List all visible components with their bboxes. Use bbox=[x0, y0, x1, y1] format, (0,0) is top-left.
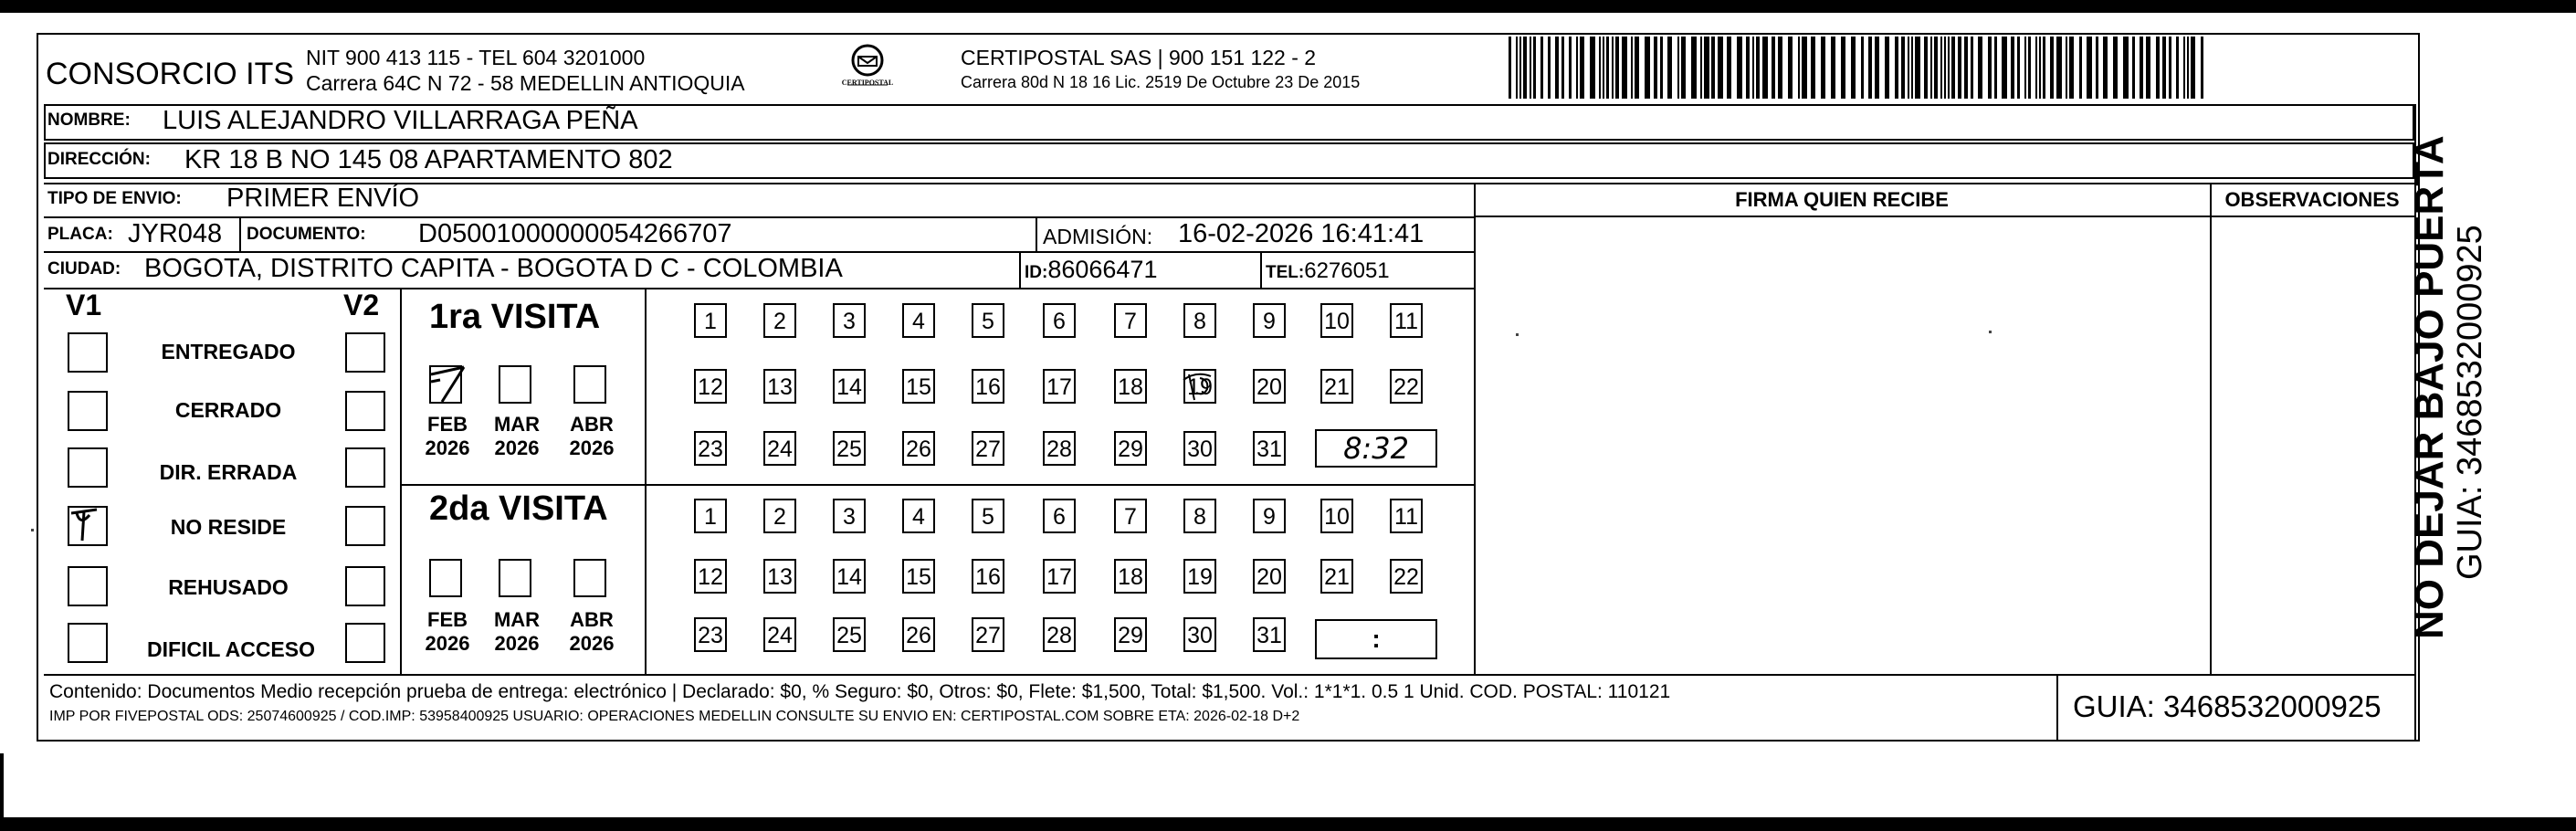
barcode-bar bbox=[1940, 37, 1942, 99]
v1-day-18[interactable]: 18 bbox=[1114, 369, 1147, 404]
id-divider bbox=[1019, 253, 1021, 288]
v1-day-23[interactable]: 23 bbox=[694, 431, 727, 466]
barcode-bar bbox=[1868, 37, 1872, 99]
v2-dificil-acceso-checkbox[interactable] bbox=[345, 623, 385, 663]
carrier-name: CERTIPOSTAL SAS | 900 151 122 - 2 bbox=[961, 46, 1317, 69]
barcode-bar bbox=[1762, 37, 1768, 99]
barcode-bar bbox=[1711, 37, 1715, 99]
option-entregado: ENTREGADO bbox=[161, 340, 296, 363]
v2-day-24[interactable]: 24 bbox=[763, 617, 796, 652]
barcode-bar bbox=[1700, 37, 1702, 99]
barcode-bar bbox=[1746, 37, 1750, 99]
v1-day-13[interactable]: 13 bbox=[763, 369, 796, 404]
admision-label: ADMISIÓN: bbox=[1043, 225, 1153, 248]
v1-day-8[interactable]: 8 bbox=[1183, 303, 1216, 338]
barcode-bar bbox=[2002, 37, 2007, 99]
barcode-bar bbox=[2162, 37, 2166, 99]
v1-day-4[interactable]: 4 bbox=[902, 303, 935, 338]
barcode-bar bbox=[2024, 37, 2026, 99]
barcode-bar bbox=[2183, 37, 2185, 99]
barcode-bar bbox=[2035, 37, 2037, 99]
barcode-bar bbox=[1895, 37, 1898, 99]
barcode-bar bbox=[2103, 37, 2108, 99]
v2-day-30[interactable]: 30 bbox=[1183, 617, 1216, 652]
handwritten-check-icon bbox=[427, 362, 468, 405]
barcode-bar bbox=[2176, 37, 2179, 99]
placa-label: PLACA: bbox=[47, 225, 113, 244]
v1-feb-checkbox[interactable] bbox=[429, 365, 462, 404]
v2-day-7[interactable]: 7 bbox=[1114, 499, 1147, 533]
v1-day-21[interactable]: 21 bbox=[1320, 369, 1353, 404]
visits-separator bbox=[402, 484, 1476, 486]
barcode-bar bbox=[1756, 37, 1760, 99]
barcode-bar bbox=[1964, 37, 1968, 99]
top-border bbox=[0, 0, 2576, 13]
firma-header: FIRMA QUIEN RECIBE bbox=[1735, 188, 1949, 211]
company-name: CONSORCIO ITS bbox=[46, 57, 295, 91]
barcode-bar bbox=[1603, 37, 1604, 99]
v1-day-27[interactable]: 27 bbox=[972, 431, 1004, 466]
v1-day-26[interactable]: 26 bbox=[902, 431, 935, 466]
tipo-label: TIPO DE ENVIO: bbox=[47, 189, 182, 208]
v1-abr-checkbox[interactable] bbox=[573, 365, 606, 404]
v2-day-8[interactable]: 8 bbox=[1183, 499, 1216, 533]
barcode-bar bbox=[1667, 37, 1672, 99]
placa-row-top bbox=[44, 216, 1476, 218]
v2-abr-label: ABR 2026 bbox=[569, 608, 615, 655]
v2-day-13[interactable]: 13 bbox=[763, 559, 796, 594]
v2-entregado-checkbox[interactable] bbox=[345, 332, 385, 373]
barcode-bar bbox=[2146, 37, 2150, 99]
v1-day-14[interactable]: 14 bbox=[833, 369, 866, 404]
first-visit-time-box[interactable] bbox=[1315, 429, 1437, 468]
option-dificil-acceso: DIFICIL ACCESO bbox=[146, 637, 315, 661]
mail-logo-icon bbox=[838, 42, 897, 97]
v2-cerrado-checkbox[interactable] bbox=[345, 391, 385, 431]
admission-datetime: 16-02-2026 16:41:41 bbox=[1178, 219, 1425, 248]
barcode-bar bbox=[1924, 37, 1928, 99]
v2-day-12[interactable]: 12 bbox=[694, 559, 727, 594]
barcode-bar bbox=[1540, 37, 1543, 99]
id-field bbox=[1025, 256, 1157, 284]
barcode-bar bbox=[2011, 37, 2014, 99]
logo-wordmark: CERTIPOSTAL bbox=[841, 79, 894, 87]
v1-day-16[interactable]: 16 bbox=[972, 369, 1004, 404]
v1-day-9[interactable]: 9 bbox=[1253, 303, 1286, 338]
barcode-bar bbox=[2156, 37, 2160, 99]
barcode-bar bbox=[1519, 37, 1521, 99]
barcode-bar bbox=[1798, 37, 1800, 99]
v1-day-15[interactable]: 15 bbox=[902, 369, 935, 404]
barcode-bar bbox=[2169, 37, 2171, 99]
plate-value: JYR048 bbox=[128, 219, 223, 248]
barcode-bar bbox=[1861, 37, 1864, 99]
speck bbox=[31, 529, 34, 531]
v2-mar-label: MAR 2026 bbox=[493, 608, 541, 655]
barcode-bar bbox=[2096, 37, 2098, 99]
ciudad-label: CIUDAD: bbox=[47, 259, 121, 279]
certipostal-logo bbox=[838, 42, 897, 97]
v2-day-18[interactable]: 18 bbox=[1114, 559, 1147, 594]
bottom-border bbox=[0, 817, 2576, 831]
barcode bbox=[1509, 37, 2212, 99]
barcode-bar bbox=[1654, 37, 1657, 99]
status-section-top bbox=[44, 288, 1476, 289]
v2-day-26[interactable]: 26 bbox=[902, 617, 935, 652]
first-visit-title: 1ra VISITA bbox=[429, 298, 601, 336]
barcode-bar bbox=[1908, 37, 1909, 99]
barcode-bar bbox=[1802, 37, 1807, 99]
v2-day-1[interactable]: 1 bbox=[694, 499, 727, 533]
barcode-bar bbox=[1811, 37, 1815, 99]
v1-cerrado-checkbox[interactable] bbox=[68, 391, 108, 431]
v2-feb-label: FEB 2026 bbox=[425, 608, 470, 655]
barcode-bar bbox=[1599, 37, 1601, 99]
barcode-bar bbox=[2201, 37, 2203, 99]
v1-entregado-checkbox[interactable] bbox=[68, 332, 108, 373]
v2-day-11[interactable]: 11 bbox=[1390, 499, 1423, 533]
barcode-bar bbox=[1958, 37, 1961, 99]
nombre-label: NOMBRE: bbox=[47, 110, 131, 130]
edge-mark bbox=[0, 753, 4, 817]
barcode-bar bbox=[1951, 37, 1955, 99]
v1-feb-label: FEB 2026 bbox=[425, 413, 470, 459]
v2-day-28[interactable]: 28 bbox=[1043, 617, 1076, 652]
barcode-bar bbox=[1718, 37, 1723, 99]
direccion-label: DIRECCIÓN: bbox=[47, 150, 151, 169]
barcode-bar bbox=[1988, 37, 1992, 99]
v2-day-4[interactable]: 4 bbox=[902, 499, 935, 533]
barcode-bar bbox=[2069, 37, 2074, 99]
barcode-bar bbox=[1530, 37, 1531, 99]
company-nit: NIT 900 413 115 - TEL 604 3201000 bbox=[306, 46, 646, 69]
barcode-bar bbox=[2113, 37, 2118, 99]
placa-divider bbox=[239, 218, 241, 251]
city-value: BOGOTA, DISTRITO CAPITA - BOGOTA D C - COLOMBIA bbox=[144, 254, 843, 283]
v1-day-25[interactable]: 25 bbox=[833, 431, 866, 466]
barcode-bar bbox=[1930, 37, 1932, 99]
barcode-bar bbox=[1569, 37, 1572, 99]
v2-day-22[interactable]: 22 bbox=[1390, 559, 1423, 594]
barcode-bar bbox=[2066, 37, 2067, 99]
barcode-bar bbox=[2039, 37, 2041, 99]
v1-day-24[interactable]: 24 bbox=[763, 431, 796, 466]
v1-mar-checkbox[interactable] bbox=[499, 365, 531, 404]
barcode-bar bbox=[2132, 37, 2135, 99]
v2-day-21[interactable]: 21 bbox=[1320, 559, 1353, 594]
v2-day-27[interactable]: 27 bbox=[972, 617, 1004, 652]
v1-day-31[interactable]: 31 bbox=[1253, 431, 1286, 466]
v2-day-23[interactable]: 23 bbox=[694, 617, 727, 652]
id-label: ID: bbox=[1025, 263, 1048, 282]
recipient-address: KR 18 B NO 145 08 APARTAMENTO 802 bbox=[184, 145, 673, 174]
v1-day-11[interactable]: 11 bbox=[1390, 303, 1423, 338]
firma-column-left bbox=[1474, 183, 1476, 674]
barcode-bar bbox=[1612, 37, 1614, 99]
speck bbox=[1989, 331, 1992, 333]
id-value: 86066471 bbox=[1047, 256, 1158, 283]
v2-header: V2 bbox=[343, 289, 380, 321]
barcode-bar bbox=[2056, 37, 2062, 99]
barcode-bar bbox=[1555, 37, 1559, 99]
v2-rehusado-checkbox[interactable] bbox=[345, 566, 385, 606]
barcode-bar bbox=[1727, 37, 1731, 99]
v2-day-6[interactable]: 6 bbox=[1043, 499, 1076, 533]
barcode-bar bbox=[1704, 37, 1709, 99]
barcode-bar bbox=[1737, 37, 1742, 99]
barcode-bar bbox=[1533, 37, 1536, 99]
barcode-bar bbox=[1660, 37, 1663, 99]
v1-abr-label: ABR 2026 bbox=[569, 413, 615, 459]
v2-feb-checkbox[interactable] bbox=[429, 559, 462, 597]
barcode-bar bbox=[1911, 37, 1913, 99]
footer-contents: Contenido: Documentos Medio recepción prueba de entrega: electrónico | Declarado: $0, % Seguro: $0, Otros: $0, Flete: $1,500, Total: $1,500. Vol.: 1*1*1. 0.5 1 Unid. COD. POSTAL: 110121 bbox=[49, 681, 1671, 702]
tel-label: TEL: bbox=[1266, 263, 1305, 282]
barcode-bar bbox=[1681, 37, 1686, 99]
footer-guia: GUIA: 3468532000925 bbox=[2073, 689, 2381, 723]
admision-divider bbox=[1036, 218, 1037, 251]
barcode-bar bbox=[1606, 37, 1609, 99]
option-no-reside: NO RESIDE bbox=[170, 515, 287, 539]
v1-day-28[interactable]: 28 bbox=[1043, 431, 1076, 466]
second-visit-time-box[interactable] bbox=[1315, 619, 1437, 659]
visits-divider bbox=[645, 288, 647, 674]
documento-label: DOCUMENTO: bbox=[247, 225, 366, 244]
v1-day-29[interactable]: 29 bbox=[1114, 431, 1147, 466]
footer-guia-divider bbox=[2056, 674, 2058, 742]
tel-divider bbox=[1260, 253, 1262, 288]
shipment-type: PRIMER ENVÍO bbox=[226, 184, 420, 213]
v1-dificil-acceso-checkbox[interactable] bbox=[68, 623, 108, 663]
barcode-bar bbox=[1576, 37, 1578, 99]
v1-day-6[interactable]: 6 bbox=[1043, 303, 1076, 338]
barcode-bar bbox=[1509, 37, 1511, 99]
v1-dir-errada-checkbox[interactable] bbox=[68, 447, 108, 488]
handwritten-check-icon bbox=[66, 504, 106, 544]
v1-day-3[interactable]: 3 bbox=[833, 303, 866, 338]
v2-day-2[interactable]: 2 bbox=[763, 499, 796, 533]
company-address: Carrera 64C N 72 - 58 MEDELLIN ANTIOQUIA bbox=[306, 71, 745, 95]
barcode-bar bbox=[1915, 37, 1920, 99]
document-number: D05001000000054266707 bbox=[418, 219, 732, 248]
barcode-bar bbox=[1635, 37, 1639, 99]
barcode-bar bbox=[2079, 37, 2082, 99]
v1-day-2[interactable]: 2 bbox=[763, 303, 796, 338]
carrier-address: Carrera 80d N 18 16 Lic. 2519 De Octubre 23 De 2015 bbox=[961, 73, 1361, 91]
barcode-bar bbox=[1561, 37, 1564, 99]
barcode-bar bbox=[1841, 37, 1845, 99]
v1-day-30[interactable]: 30 bbox=[1183, 431, 1216, 466]
barcode-bar bbox=[2087, 37, 2092, 99]
v1-day-20[interactable]: 20 bbox=[1253, 369, 1286, 404]
option-rehusado: REHUSADO bbox=[168, 575, 289, 599]
v2-day-10[interactable]: 10 bbox=[1320, 499, 1353, 533]
barcode-bar bbox=[1934, 37, 1938, 99]
barcode-bar bbox=[1778, 37, 1782, 99]
barcode-bar bbox=[1948, 37, 1950, 99]
barcode-bar bbox=[1691, 37, 1697, 99]
v2-day-5[interactable]: 5 bbox=[972, 499, 1004, 533]
footer-imp: IMP POR FIVEPOSTAL ODS: 25074600925 / COD.IMP: 53958400925 USUARIO: OPERACIONES MEDELLIN CONSULTE SU ENVIO EN: CERTIPOSTAL.COM SOBRE ETA: 2026-02-18 D+2 bbox=[49, 709, 1300, 724]
v1-day-12[interactable]: 12 bbox=[694, 369, 727, 404]
barcode-bar bbox=[2017, 37, 2020, 99]
barcode-bar bbox=[1971, 37, 1973, 99]
v2-day-15[interactable]: 15 bbox=[902, 559, 935, 594]
first-visit-time: 8:32 bbox=[1343, 431, 1409, 466]
v2-abr-checkbox[interactable] bbox=[573, 559, 606, 597]
v2-no-reside-checkbox[interactable] bbox=[345, 506, 385, 546]
side-guia: GUIA: 3468532000925 bbox=[2451, 225, 2489, 580]
v2-day-17[interactable]: 17 bbox=[1043, 559, 1076, 594]
v2-day-14[interactable]: 14 bbox=[833, 559, 866, 594]
barcode-bar bbox=[1548, 37, 1551, 99]
barcode-bar bbox=[1885, 37, 1889, 99]
barcode-bar bbox=[2028, 37, 2031, 99]
barcode-bar bbox=[1580, 37, 1584, 99]
barcode-bar bbox=[1831, 37, 1835, 99]
barcode-bar bbox=[1788, 37, 1793, 99]
barcode-bar bbox=[1516, 37, 1518, 99]
v1-day-10[interactable]: 10 bbox=[1320, 303, 1353, 338]
v2-day-20[interactable]: 20 bbox=[1253, 559, 1286, 594]
v2-day-3[interactable]: 3 bbox=[833, 499, 866, 533]
v2-day-16[interactable]: 16 bbox=[972, 559, 1004, 594]
v2-day-9[interactable]: 9 bbox=[1253, 499, 1286, 533]
footer-top-line bbox=[44, 674, 2416, 676]
v2-day-19[interactable]: 19 bbox=[1183, 559, 1216, 594]
v1-no-reside-checkbox[interactable] bbox=[68, 506, 108, 546]
v1-day-1[interactable]: 1 bbox=[694, 303, 727, 338]
v1-header: V1 bbox=[66, 289, 102, 321]
barcode-bar bbox=[1978, 37, 1982, 99]
barcode-bar bbox=[1752, 37, 1754, 99]
columns-header-line bbox=[1474, 216, 2416, 217]
status-divider bbox=[400, 288, 402, 674]
barcode-bar bbox=[2140, 37, 2143, 99]
barcode-bar bbox=[1615, 37, 1619, 99]
observaciones-header: OBSERVACIONES bbox=[2224, 188, 2400, 211]
v1-day-19[interactable]: 19 bbox=[1183, 369, 1216, 404]
barcode-bar bbox=[1631, 37, 1633, 99]
recipient-name: LUIS ALEJANDRO VILLARRAGA PEÑA bbox=[163, 106, 638, 135]
barcode-bar bbox=[2050, 37, 2054, 99]
option-cerrado: CERRADO bbox=[174, 398, 282, 422]
side-warning: NO DEJAR BAJO PUERTA bbox=[2407, 135, 2452, 639]
handwritten-mark-19 bbox=[1180, 367, 1220, 404]
v1-day-17[interactable]: 17 bbox=[1043, 369, 1076, 404]
barcode-bar bbox=[1851, 37, 1856, 99]
barcode-bar bbox=[2043, 37, 2045, 99]
barcode-bar bbox=[1821, 37, 1825, 99]
option-dir-errada: DIR. ERRADA bbox=[159, 460, 298, 484]
barcode-bar bbox=[1677, 37, 1679, 99]
obs-column-left bbox=[2210, 183, 2212, 674]
barcode-bar bbox=[1645, 37, 1650, 99]
v1-day-22[interactable]: 22 bbox=[1390, 369, 1423, 404]
second-visit-title: 2da VISITA bbox=[429, 489, 608, 528]
barcode-bar bbox=[1590, 37, 1595, 99]
v2-mar-checkbox[interactable] bbox=[499, 559, 531, 597]
barcode-bar bbox=[1772, 37, 1775, 99]
v2-day-29[interactable]: 29 bbox=[1114, 617, 1147, 652]
barcode-bar bbox=[2187, 37, 2189, 99]
barcode-bar bbox=[1523, 37, 1527, 99]
barcode-bar bbox=[1944, 37, 1946, 99]
speck bbox=[1516, 333, 1519, 336]
tel-value: 6276051 bbox=[1304, 258, 1390, 283]
v1-rehusado-checkbox[interactable] bbox=[68, 566, 108, 606]
v2-dir-errada-checkbox[interactable] bbox=[345, 447, 385, 488]
barcode-bar bbox=[2123, 37, 2129, 99]
barcode-bar bbox=[1901, 37, 1905, 99]
barcode-bar bbox=[1875, 37, 1879, 99]
tel-field bbox=[1266, 258, 1390, 284]
v2-day-31[interactable]: 31 bbox=[1253, 617, 1286, 652]
barcode-bar bbox=[1994, 37, 1997, 99]
v1-day-5[interactable]: 5 bbox=[972, 303, 1004, 338]
barcode-bar bbox=[1622, 37, 1627, 99]
barcode-bar bbox=[2191, 37, 2195, 99]
v1-mar-label: MAR 2026 bbox=[493, 413, 541, 459]
v2-day-25[interactable]: 25 bbox=[833, 617, 866, 652]
second-visit-time: : bbox=[1372, 625, 1381, 653]
v1-day-7[interactable]: 7 bbox=[1114, 303, 1147, 338]
